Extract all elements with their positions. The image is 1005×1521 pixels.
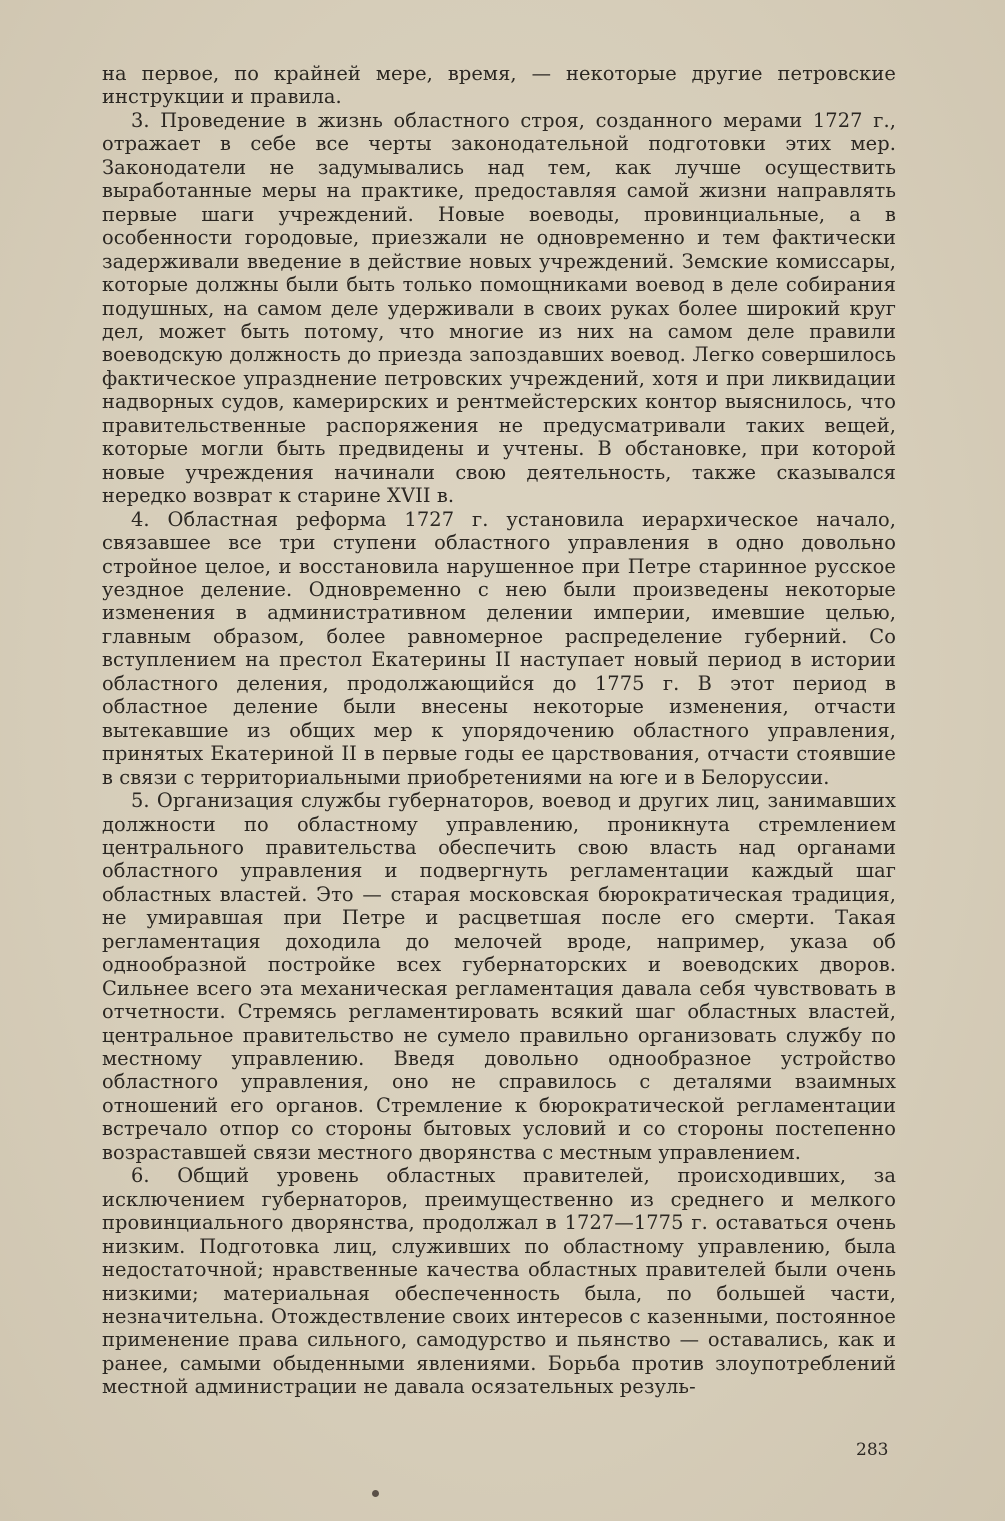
ink-spot	[372, 1490, 379, 1497]
paragraph-5: 5. Организация службы губернаторов, воевод и других лиц, занимавших должности по областному управлению, проникнута стремлением центрального правительства обеспечить свою власть над органами областного управления и подвергнуть регламентации каждый шаг областных властей. Это — старая московская бюрократическая традиция, не умиравшая при Петре и расцветшая после его смерти. Такая регламентация доходила до мелочей вроде, например, указа об однообразной постройке всех губернаторских и воеводских дворов. Сильнее всего эта механическая регламентация давала себя чувствовать в отчетности. Стремясь регламентировать всякий шаг областных властей, центральное правительство не сумело правильно организовать службу по местному управлению. Введя довольно однообразное устройство областного управления, оно не справилось с деталями взаимных отношений его органов. Стремление к бюрократической регламентации встречало отпор со стороны бытовых условий и со стороны постепенно возраставшей связи местного дворянства с местным управлением.	[102, 789, 896, 1164]
paragraph-3: 3. Проведение в жизнь областного строя, созданного мерами 1727 г., отражает в себе все черты законодательной подготовки этих мер. Законодатели не задумывались над тем, как лучше осуществить выработанные меры на практике, предоставляя самой жизни направлять первые шаги учреждений. Новые воеводы, провинциальные, а в особенности городовые, приезжали не одновременно и тем фактически задерживали введение в действие новых учреждений. Земские комиссары, которые должны были быть только помощниками воевод в деле собирания подушных, на самом деле удерживали в своих руках более широкий круг дел, может быть потому, что многие из них на самом деле правили воеводскую должность до приезда запоздавших воевод. Легко совершилось фактическое упразднение петровских учреждений, хотя и при ликвидации надворных судов, камерирских и рентмейстерских контор выяснилось, что правительственные распоряжения не предусматривали таких вещей, которые могли быть предвидены и учтены. В обстановке, при которой новые учреждения начинали свою деятельность, также сказывался нередко возврат к старине XVII в.	[102, 108, 896, 508]
body-text	[102, 62, 896, 1399]
paragraph-4: 4. Областная реформа 1727 г. установила иерархическое начало, связавшее все три ступени областного управления в одно довольно стройное целое, и восстановила нарушенное при Петре старинное русское уездное деление. Одновременно с нею были произведены некоторые изменения в административном делении империи, имевшие целью, главным образом, более равномерное распределение губерний. Со вступлением на престол Екатерины II наступает новый период в истории областного деления, продолжающийся до 1775 г. В этот период в областное деление были внесены некоторые изменения, отчасти вытекавшие из общих мер к упорядочению областного управления, принятых Екатериной II в первые годы ее царствования, отчасти стоявшие в связи с территориальными приобретениями на юге и в Белоруссии.	[102, 507, 896, 789]
page-number: 283	[856, 1440, 889, 1460]
paragraph-continuation: на первое, по крайней мере, время, — некоторые другие петровские инструкции и правила.	[102, 62, 896, 109]
paragraph-6: 6. Общий уровень областных правителей, происходивших, за исключением губернаторов, преимущественно из среднего и мелкого провинциального дворянства, продолжал в 1727—1775 г. оставаться очень низким. Подготовка лиц, служивших по областному управлению, была недостаточной; нравственные качества областных правителей были очень низкими; материальная обеспеченность была, по большей части, незначительна. Отождествление своих интересов с казенными, постоянное применение права сильного, самодурство и пьянство — оставались, как и ранее, самыми обыденными явлениями. Борьба против злоупотреблений местной администрации не давала осязательных резуль-	[102, 1164, 896, 1399]
